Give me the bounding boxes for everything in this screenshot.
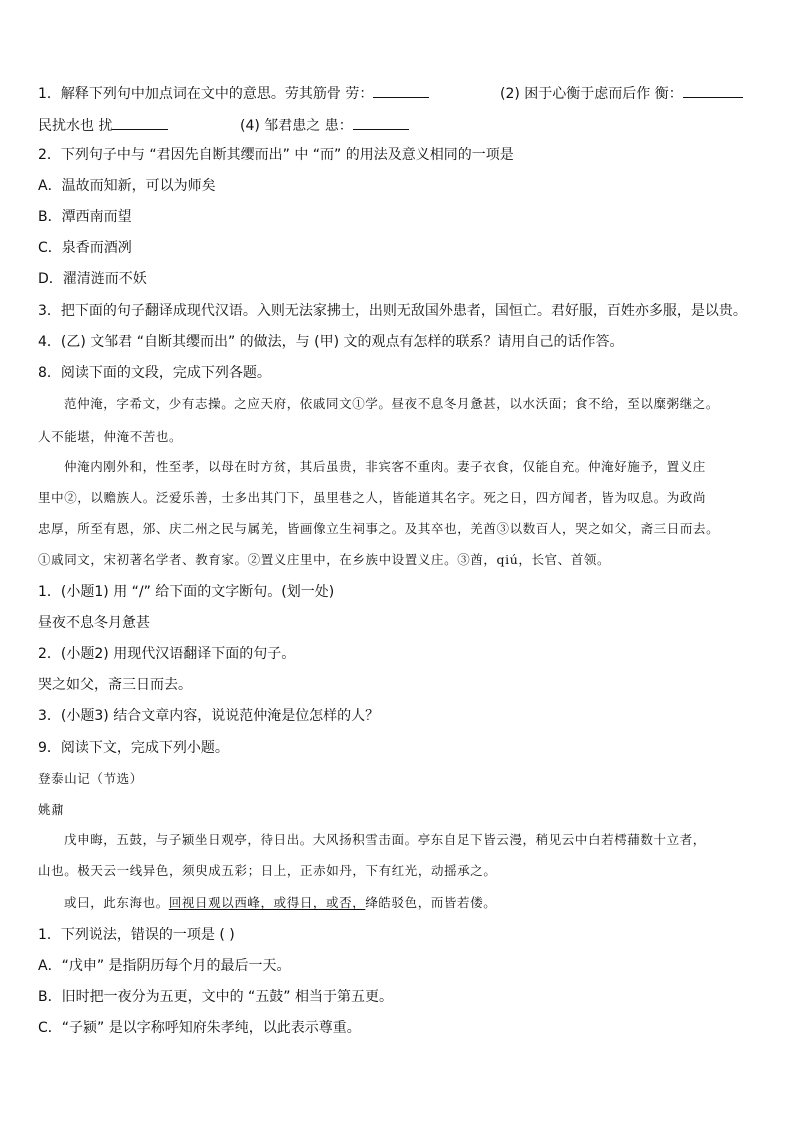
q9-passage-text: 或曰，此东海也。 [64,895,169,910]
q2-option-c: C．泉香而酒冽 [38,240,132,256]
q8-subquestion-2-text: 哭之如父，斋三日而去。 [38,677,192,693]
q9-passage-line: 山也。极天云一线异色，须臾成五彩；日上，正赤如丹，下有红光，动摇承之。 [38,863,497,878]
q8-passage-line: 里中②，以赡族人。泛爱乐善，士多出其门下，虽里巷之人，皆能道其名字。死之日，四方闻者，皆为叹息。为政尚 [38,490,707,505]
q8-passage-line: 人不能堪，仲淹不苦也。 [38,429,183,444]
q9-subquestion-1: 1．下列说法，错误的一项是 ( ) [38,927,235,943]
q8-passage-line: 范仲淹，字希文，少有志操。之应天府，依戚同文①学。昼夜不息冬月惫甚，以水沃面；食不给，至以糜粥继之。 [64,396,720,411]
q9-passage-text: 绛皓驳色，而皆若偻。 [365,895,497,910]
answer-blank[interactable] [683,82,743,98]
q9-passage-line-2 [64,893,496,913]
q8-passage-line: 仲淹内刚外和，性至孝，以母在时方贫，其后虽贵，非宾客不重肉。妻子衣食，仅能自充。仲淹好施予，置义庄 [64,459,706,474]
q3-stem: 3．把下面的句子翻译成现代汉语。入则无法家拂士，出则无敌国外患者，国恒亡。君好服，百姓亦多服，是以贵。 [38,303,747,319]
q1-item-3: 民扰水也 扰 [38,118,113,134]
q2-option-b: B．潭西南而望 [38,209,132,225]
answer-blank[interactable] [373,82,429,98]
q1-line-1 [38,82,429,104]
q9-passage-author: 姚鼐 [38,802,65,817]
q9-option-a: A．“戊申” 是指阴历每个月的最后一天。 [38,958,291,974]
q4-stem: 4．(乙) 文邹君 “自断其缨而出” 的做法，与 (甲) 文的观点有怎样的联系？请用自己的话作答。 [38,334,624,350]
q1-item-1: 1．解释下列句中加点词在文中的意思。劳其筋骨 劳： [38,86,374,102]
q8-subquestion-1: 1．(小题1) 用 “/” 给下面的文字断句。(划一处) [38,584,335,600]
q2-option-d: D．濯清涟而不妖 [38,271,147,287]
q9-passage-title: 登泰山记（节选） [38,771,143,786]
q8-stem: 8．阅读下面的文段，完成下列各题。 [38,365,271,381]
q9-stem: 9．阅读下文，完成下列小题。 [38,740,229,756]
q9-underlined-text: 回视日观以西峰，或得日，或否， [168,895,366,910]
q2-option-a: A．温故而知新，可以为师矣 [38,178,216,194]
q8-passage-line: 忠厚，所至有恩，邠、庆二州之民与属羌，皆画像立生祠事之。及其卒也，羌酋③以数百人，哭之如父，斋三日而去。 [38,521,720,536]
q8-footnotes: ①戚同文，宋初著名学者、教育家。②置义庄里中，在乡族中设置义庄。③酋，qiú，长官、首领。 [38,552,611,567]
q8-subquestion-2: 2．(小题2) 用现代汉语翻译下面的句子。 [38,646,296,662]
q1-line-2 [38,114,168,136]
q8-subquestion-1-text: 昼夜不息冬月惫甚 [38,615,150,631]
q9-option-c: C．“子颍” 是以字称呼知府朱孝纯，以此表示尊重。 [38,1020,361,1036]
q1-item-4: (4) 邹君患之 患： [240,118,353,134]
q1-item-2: (2) 困于心衡于虑而后作 衡： [500,86,683,102]
q1-line-2b [240,114,409,136]
q9-option-b: B．旧时把一夜分为五更，文中的 “五鼓” 相当于第五更。 [38,989,394,1005]
q2-stem: 2．下列句子中与 “君因先自断其缨而出” 中 “而” 的用法及意义相同的一项是 [38,147,514,163]
answer-blank[interactable] [112,114,168,130]
q9-passage-line: 戊申晦，五鼓，与子颍坐日观亭，待日出。大风扬积雪击面。亭东自足下皆云漫，稍见云中白若樗蒱数十立者， [64,832,706,847]
q8-subquestion-3: 3．(小题3) 结合文章内容，说说范仲淹是位怎样的人？ [38,708,380,724]
answer-blank[interactable] [353,114,409,130]
q1-line-1b [500,82,743,104]
